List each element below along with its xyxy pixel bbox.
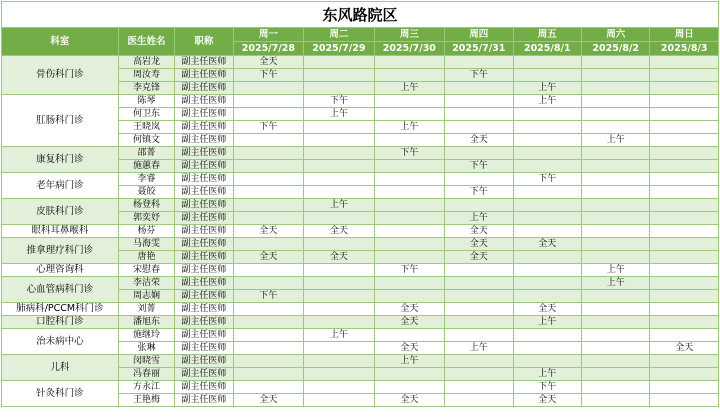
slot-cell: 全天 <box>650 342 719 355</box>
dept-cell: 治未病中心 <box>2 329 119 355</box>
slot-cell <box>582 303 650 316</box>
position-cell: 副主任医师 <box>175 394 233 407</box>
slot-cell <box>374 251 444 264</box>
slot-cell: 上午 <box>582 264 650 277</box>
slot-cell <box>445 277 513 290</box>
position-cell: 副主任医师 <box>175 121 233 134</box>
table-row <box>2 329 719 342</box>
slot-cell <box>233 316 303 329</box>
slot-cell <box>513 251 581 264</box>
doctor-name-cell: 高岩龙 <box>118 56 174 69</box>
slot-cell <box>304 82 374 95</box>
slot-cell <box>304 277 374 290</box>
slot-cell: 上午 <box>374 121 444 134</box>
header-weekday: 周六 <box>582 28 650 42</box>
position-cell: 副主任医师 <box>175 264 233 277</box>
slot-cell <box>513 56 581 69</box>
slot-cell: 上午 <box>513 316 581 329</box>
slot-cell <box>582 82 650 95</box>
slot-cell <box>233 134 303 147</box>
slot-cell <box>233 108 303 121</box>
position-cell: 副主任医师 <box>175 368 233 381</box>
slot-cell <box>445 264 513 277</box>
slot-cell <box>374 95 444 108</box>
slot-cell <box>582 199 650 212</box>
slot-cell <box>650 329 719 342</box>
slot-cell: 上午 <box>374 82 444 95</box>
position-cell: 副主任医师 <box>175 355 233 368</box>
slot-cell <box>233 238 303 251</box>
doctor-name-cell: 施蕙春 <box>118 160 174 173</box>
slot-cell <box>513 342 581 355</box>
slot-cell <box>233 303 303 316</box>
schedule-table <box>1 27 719 407</box>
slot-cell: 上午 <box>304 329 374 342</box>
slot-cell: 下午 <box>445 186 513 199</box>
dept-cell: 心理咨询科 <box>2 264 119 277</box>
dept-cell: 心血管病科门诊 <box>2 277 119 303</box>
slot-cell: 上午 <box>445 212 513 225</box>
header-weekday: 周二 <box>304 28 374 42</box>
slot-cell <box>650 316 719 329</box>
slot-cell <box>233 342 303 355</box>
doctor-name-cell: 闵晓雪 <box>118 355 174 368</box>
position-cell: 副主任医师 <box>175 56 233 69</box>
position-cell: 副主任医师 <box>175 173 233 186</box>
slot-cell <box>513 199 581 212</box>
slot-cell <box>582 251 650 264</box>
slot-cell <box>582 186 650 199</box>
slot-cell: 下午 <box>445 160 513 173</box>
slot-cell: 下午 <box>233 121 303 134</box>
position-cell: 副主任医师 <box>175 290 233 303</box>
slot-cell <box>582 342 650 355</box>
position-cell: 副主任医师 <box>175 303 233 316</box>
doctor-name-cell: 张琳 <box>118 342 174 355</box>
slot-cell <box>374 277 444 290</box>
slot-cell <box>650 212 719 225</box>
header-date: 2025/7/29 <box>304 42 374 56</box>
slot-cell <box>582 95 650 108</box>
slot-cell <box>513 121 581 134</box>
slot-cell <box>233 212 303 225</box>
slot-cell <box>513 264 581 277</box>
slot-cell <box>650 394 719 407</box>
doctor-name-cell: 李克锋 <box>118 82 174 95</box>
slot-cell <box>445 147 513 160</box>
slot-cell <box>374 56 444 69</box>
slot-cell <box>582 212 650 225</box>
schedule-sheet <box>1 1 719 417</box>
slot-cell: 全天 <box>233 56 303 69</box>
slot-cell <box>650 108 719 121</box>
position-cell: 副主任医师 <box>175 381 233 394</box>
doctor-name-cell: 刘菁 <box>118 303 174 316</box>
slot-cell <box>513 160 581 173</box>
slot-cell <box>233 95 303 108</box>
slot-cell <box>233 186 303 199</box>
slot-cell <box>650 381 719 394</box>
slot-cell: 全天 <box>304 225 374 238</box>
slot-cell <box>304 212 374 225</box>
table-row <box>2 381 719 394</box>
doctor-name-cell: 杨芬 <box>118 225 174 238</box>
slot-cell <box>304 69 374 82</box>
slot-cell <box>374 134 444 147</box>
slot-cell <box>233 160 303 173</box>
doctor-name-cell: 何镇文 <box>118 134 174 147</box>
slot-cell <box>582 225 650 238</box>
slot-cell <box>582 56 650 69</box>
slot-cell <box>374 160 444 173</box>
doctor-name-cell: 聂皎 <box>118 186 174 199</box>
dept-cell: 肺病科/PCCM科门诊 <box>2 303 119 316</box>
slot-cell <box>445 329 513 342</box>
page-title: 东风路院区 <box>1 1 719 27</box>
slot-cell: 上午 <box>304 108 374 121</box>
slot-cell <box>374 173 444 186</box>
doctor-name-cell: 冯春丽 <box>118 368 174 381</box>
doctor-name-cell: 周志娴 <box>118 290 174 303</box>
dept-cell: 老年病门诊 <box>2 173 119 199</box>
position-cell: 副主任医师 <box>175 342 233 355</box>
header-weekday: 周三 <box>374 28 444 42</box>
slot-cell <box>582 160 650 173</box>
position-cell: 副主任医师 <box>175 160 233 173</box>
table-body <box>2 56 719 407</box>
slot-cell <box>650 264 719 277</box>
slot-cell <box>582 238 650 251</box>
doctor-name-cell: 郭奕妤 <box>118 212 174 225</box>
slot-cell <box>445 199 513 212</box>
slot-cell <box>650 147 719 160</box>
slot-cell <box>374 199 444 212</box>
slot-cell <box>374 225 444 238</box>
slot-cell: 上午 <box>513 368 581 381</box>
position-cell: 副主任医师 <box>175 238 233 251</box>
slot-cell: 全天 <box>445 225 513 238</box>
slot-cell <box>374 368 444 381</box>
slot-cell <box>233 277 303 290</box>
slot-cell: 上午 <box>445 342 513 355</box>
slot-cell <box>445 316 513 329</box>
slot-cell <box>304 264 374 277</box>
slot-cell <box>304 381 374 394</box>
slot-cell <box>650 277 719 290</box>
table-header <box>2 28 719 56</box>
doctor-name-cell: 方永江 <box>118 381 174 394</box>
slot-cell <box>650 173 719 186</box>
slot-cell: 全天 <box>304 251 374 264</box>
slot-cell <box>582 355 650 368</box>
slot-cell <box>582 290 650 303</box>
slot-cell: 全天 <box>445 238 513 251</box>
doctor-name-cell: 宋慰春 <box>118 264 174 277</box>
slot-cell <box>304 134 374 147</box>
slot-cell <box>233 264 303 277</box>
slot-cell <box>445 121 513 134</box>
slot-cell <box>304 160 374 173</box>
slot-cell <box>650 238 719 251</box>
slot-cell <box>513 212 581 225</box>
slot-cell: 全天 <box>513 303 581 316</box>
position-cell: 副主任医师 <box>175 82 233 95</box>
table-row <box>2 238 719 251</box>
slot-cell <box>650 69 719 82</box>
slot-cell <box>582 316 650 329</box>
header-weekday: 周四 <box>445 28 513 42</box>
slot-cell <box>445 394 513 407</box>
slot-cell <box>582 147 650 160</box>
dept-cell: 康复科门诊 <box>2 147 119 173</box>
slot-cell <box>445 56 513 69</box>
slot-cell: 下午 <box>513 381 581 394</box>
dept-cell: 肛肠科门诊 <box>2 95 119 147</box>
slot-cell: 上午 <box>513 95 581 108</box>
slot-cell <box>513 69 581 82</box>
slot-cell <box>582 381 650 394</box>
slot-cell <box>374 329 444 342</box>
slot-cell <box>304 316 374 329</box>
slot-cell <box>650 95 719 108</box>
header-position: 职称 <box>175 28 233 56</box>
slot-cell: 下午 <box>513 173 581 186</box>
slot-cell: 全天 <box>374 394 444 407</box>
slot-cell <box>513 225 581 238</box>
slot-cell: 上午 <box>513 82 581 95</box>
slot-cell <box>513 355 581 368</box>
slot-cell <box>513 277 581 290</box>
doctor-name-cell: 李睿 <box>118 173 174 186</box>
slot-cell <box>582 329 650 342</box>
slot-cell: 下午 <box>445 69 513 82</box>
slot-cell <box>233 147 303 160</box>
slot-cell <box>374 238 444 251</box>
dept-cell: 骨伤科门诊 <box>2 56 119 95</box>
slot-cell <box>513 134 581 147</box>
table-row <box>2 147 719 160</box>
header-date: 2025/8/1 <box>513 42 581 56</box>
table-row <box>2 316 719 329</box>
table-row <box>2 303 719 316</box>
dept-cell: 推拿理疗科门诊 <box>2 238 119 264</box>
slot-cell: 全天 <box>374 316 444 329</box>
slot-cell <box>650 290 719 303</box>
slot-cell <box>374 69 444 82</box>
slot-cell <box>445 108 513 121</box>
table-row <box>2 277 719 290</box>
slot-cell: 上午 <box>374 355 444 368</box>
slot-cell <box>582 394 650 407</box>
slot-cell <box>374 186 444 199</box>
slot-cell <box>445 381 513 394</box>
slot-cell <box>304 186 374 199</box>
position-cell: 副主任医师 <box>175 225 233 238</box>
slot-cell: 全天 <box>233 394 303 407</box>
dept-cell: 针灸科门诊 <box>2 381 119 407</box>
doctor-name-cell: 杨登科 <box>118 199 174 212</box>
position-cell: 副主任医师 <box>175 147 233 160</box>
header-date: 2025/7/28 <box>233 42 303 56</box>
position-cell: 副主任医师 <box>175 134 233 147</box>
table-row <box>2 225 719 238</box>
doctor-name-cell: 周汝寿 <box>118 69 174 82</box>
slot-cell <box>304 121 374 134</box>
doctor-name-cell: 王晓岚 <box>118 121 174 134</box>
slot-cell <box>374 290 444 303</box>
slot-cell <box>582 108 650 121</box>
position-cell: 副主任医师 <box>175 95 233 108</box>
header-date: 2025/8/3 <box>650 42 719 56</box>
header-weekday: 周一 <box>233 28 303 42</box>
slot-cell <box>233 173 303 186</box>
slot-cell <box>304 368 374 381</box>
slot-cell <box>650 82 719 95</box>
slot-cell <box>650 160 719 173</box>
slot-cell <box>445 303 513 316</box>
slot-cell <box>513 108 581 121</box>
slot-cell: 下午 <box>374 264 444 277</box>
position-cell: 副主任医师 <box>175 199 233 212</box>
dept-cell: 皮肤科门诊 <box>2 199 119 225</box>
slot-cell <box>513 186 581 199</box>
doctor-name-cell: 何卫东 <box>118 108 174 121</box>
position-cell: 副主任医师 <box>175 212 233 225</box>
slot-cell <box>650 251 719 264</box>
slot-cell: 全天 <box>445 251 513 264</box>
dept-cell: 儿科 <box>2 355 119 381</box>
doctor-name-cell: 施继玲 <box>118 329 174 342</box>
slot-cell <box>513 290 581 303</box>
header-date: 2025/7/30 <box>374 42 444 56</box>
dept-cell: 眼科耳鼻喉科 <box>2 225 119 238</box>
slot-cell <box>650 134 719 147</box>
position-cell: 副主任医师 <box>175 69 233 82</box>
slot-cell <box>233 329 303 342</box>
header-weekday: 周日 <box>650 28 719 42</box>
position-cell: 副主任医师 <box>175 186 233 199</box>
slot-cell <box>374 381 444 394</box>
slot-cell <box>445 173 513 186</box>
slot-cell <box>650 199 719 212</box>
slot-cell: 上午 <box>582 277 650 290</box>
slot-cell <box>445 290 513 303</box>
table-row <box>2 199 719 212</box>
slot-cell: 下午 <box>304 95 374 108</box>
slot-cell <box>650 225 719 238</box>
slot-cell <box>374 212 444 225</box>
slot-cell <box>233 82 303 95</box>
slot-cell <box>304 56 374 69</box>
position-cell: 副主任医师 <box>175 108 233 121</box>
slot-cell <box>445 82 513 95</box>
slot-cell <box>582 368 650 381</box>
table-row <box>2 95 719 108</box>
slot-cell <box>650 186 719 199</box>
slot-cell <box>650 303 719 316</box>
position-cell: 副主任医师 <box>175 316 233 329</box>
slot-cell <box>233 355 303 368</box>
doctor-name-cell: 唐艳 <box>118 251 174 264</box>
table-row <box>2 264 719 277</box>
slot-cell <box>233 368 303 381</box>
table-row <box>2 173 719 186</box>
position-cell: 副主任医师 <box>175 277 233 290</box>
slot-cell <box>304 394 374 407</box>
slot-cell: 上午 <box>582 134 650 147</box>
doctor-name-cell: 李洁荣 <box>118 277 174 290</box>
slot-cell <box>582 173 650 186</box>
slot-cell <box>650 355 719 368</box>
slot-cell: 下午 <box>233 69 303 82</box>
slot-cell <box>445 368 513 381</box>
doctor-name-cell: 马海雯 <box>118 238 174 251</box>
slot-cell <box>513 329 581 342</box>
slot-cell <box>513 147 581 160</box>
slot-cell: 全天 <box>513 394 581 407</box>
slot-cell: 全天 <box>513 238 581 251</box>
slot-cell <box>445 355 513 368</box>
slot-cell: 下午 <box>374 147 444 160</box>
doctor-name-cell: 潘旭东 <box>118 316 174 329</box>
position-cell: 副主任医师 <box>175 251 233 264</box>
header-weekday: 周五 <box>513 28 581 42</box>
slot-cell <box>374 108 444 121</box>
slot-cell <box>233 199 303 212</box>
slot-cell: 上午 <box>304 199 374 212</box>
slot-cell: 全天 <box>445 134 513 147</box>
slot-cell: 全天 <box>374 303 444 316</box>
dept-cell: 口腔科门诊 <box>2 316 119 329</box>
slot-cell <box>445 95 513 108</box>
header-doctor: 医生姓名 <box>118 28 174 56</box>
slot-cell <box>304 238 374 251</box>
header-dept: 科室 <box>2 28 119 56</box>
doctor-name-cell: 王艳梅 <box>118 394 174 407</box>
slot-cell <box>233 381 303 394</box>
header-date: 2025/8/2 <box>582 42 650 56</box>
table-row <box>2 56 719 69</box>
header-date: 2025/7/31 <box>445 42 513 56</box>
position-cell: 副主任医师 <box>175 329 233 342</box>
slot-cell <box>650 368 719 381</box>
slot-cell: 全天 <box>233 225 303 238</box>
slot-cell <box>304 342 374 355</box>
slot-cell <box>304 355 374 368</box>
slot-cell <box>582 121 650 134</box>
slot-cell: 全天 <box>233 251 303 264</box>
slot-cell: 下午 <box>233 290 303 303</box>
slot-cell <box>304 173 374 186</box>
slot-cell <box>304 303 374 316</box>
slot-cell <box>650 121 719 134</box>
slot-cell: 全天 <box>374 342 444 355</box>
doctor-name-cell: 邵菁 <box>118 147 174 160</box>
slot-cell <box>650 56 719 69</box>
slot-cell <box>582 69 650 82</box>
table-row <box>2 355 719 368</box>
slot-cell <box>304 290 374 303</box>
doctor-name-cell: 陈琴 <box>118 95 174 108</box>
slot-cell <box>304 147 374 160</box>
